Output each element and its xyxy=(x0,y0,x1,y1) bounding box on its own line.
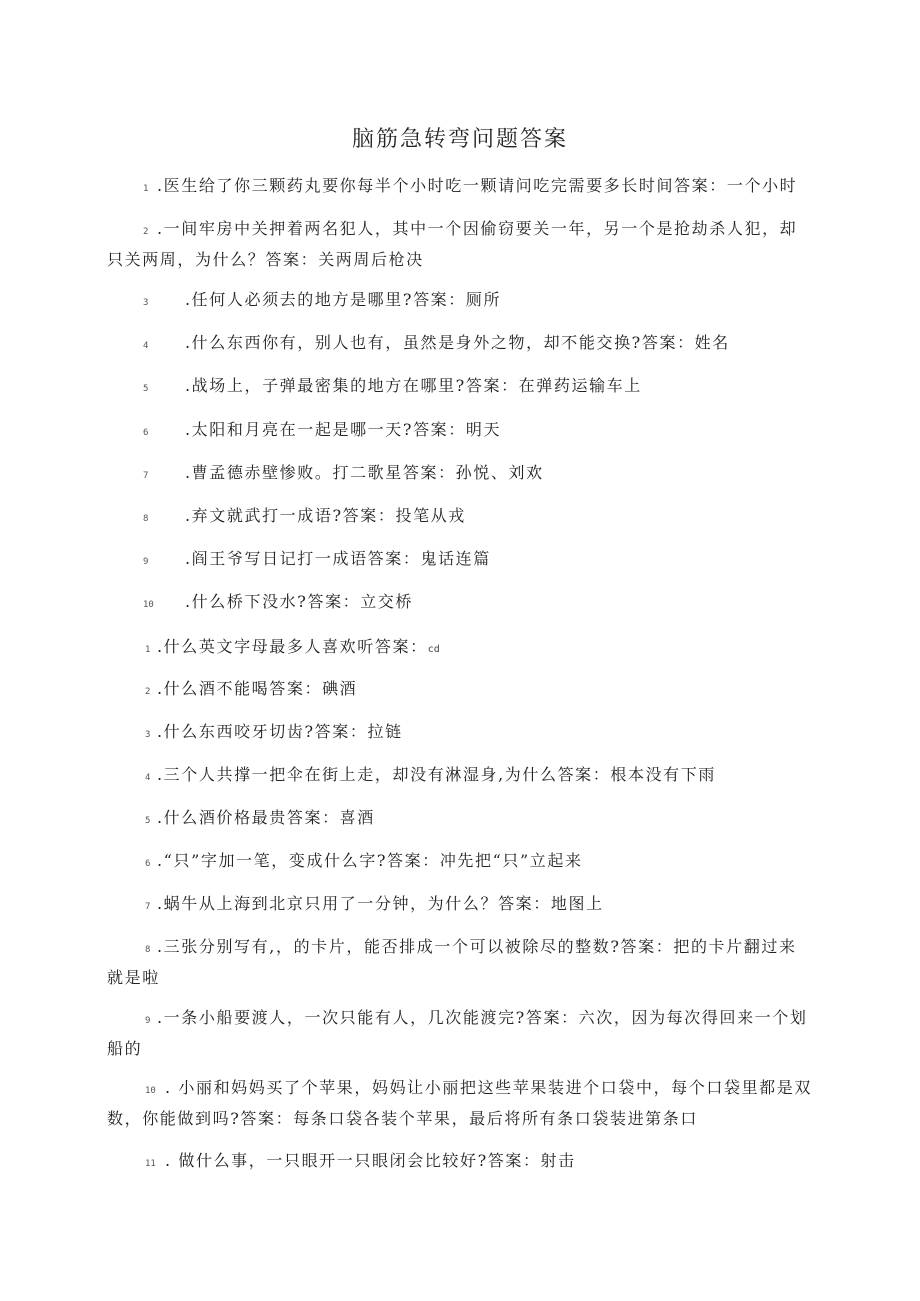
qa-item xyxy=(107,1147,807,1178)
item-text: .“只”字加一笔，变成什么字?答案：冲先把“只”立起来 xyxy=(157,851,583,870)
item-number: 5 xyxy=(143,384,149,394)
item-text: .太阳和月亮在一起是哪一天?答案：明天 xyxy=(185,420,502,439)
item-number: 9 xyxy=(143,557,149,567)
qa-item xyxy=(107,416,807,447)
qa-item xyxy=(107,372,807,403)
qa-item xyxy=(107,545,807,576)
item-number: 10 xyxy=(143,600,154,610)
qa-item xyxy=(107,847,807,878)
item-text: .任何人必须去的地方是哪里?答案：厕所 xyxy=(185,290,502,309)
item-text-continued: 船的 xyxy=(107,1039,143,1058)
item-number: 1 xyxy=(143,184,149,194)
answer-text: cd xyxy=(427,644,440,655)
item-text: .一间牢房中关押着两名犯人，其中一个因偷窃要关一年，另一个是抢劫杀人犯，却 xyxy=(157,219,798,238)
item-number: 1 xyxy=(145,645,151,655)
document-title: 脑筋急转弯问题答案 xyxy=(351,127,568,152)
item-number: 3 xyxy=(145,730,151,740)
item-number: 6 xyxy=(143,428,149,438)
item-number: 5 xyxy=(145,816,151,826)
item-text: .什么酒不能喝答案：碘酒 xyxy=(157,679,358,698)
item-text: .什么酒价格最贵答案：喜酒 xyxy=(157,808,375,827)
qa-item xyxy=(107,215,807,274)
item-text: .什么桥下没水?答案：立交桥 xyxy=(185,592,414,611)
item-number: 4 xyxy=(145,773,151,783)
item-text: .什么东西咬牙切齿?答案：拉链 xyxy=(157,722,403,741)
qa-item xyxy=(107,761,807,792)
item-text: .什么英文字母最多人喜欢听答案： xyxy=(157,637,428,656)
item-text: .三个人共撑一把伞在街上走，却没有淋湿身,为什么答案：根本没有下雨 xyxy=(157,765,716,784)
item-number: 3 xyxy=(143,298,149,308)
item-text: . 小丽和妈妈买了个苹果，妈妈让小丽把这些苹果装进个口袋中，每个口袋里都是双 xyxy=(165,1078,812,1097)
qa-item xyxy=(107,675,807,706)
item-number: 11 xyxy=(145,1159,156,1169)
qa-item xyxy=(107,459,807,490)
item-text: .什么东西你有，别人也有，虽然是身外之物，却不能交换?答案：姓名 xyxy=(185,333,730,352)
qa-item xyxy=(107,633,807,664)
item-text: . 做什么事，一只眼开一只眼闭会比较好?答案：射击 xyxy=(165,1151,576,1170)
qa-item xyxy=(107,890,807,921)
qa-item xyxy=(107,1004,807,1063)
item-text-continued: 数，你能做到吗?答案：每条口袋各装个苹果，最后将所有条口袋装进第条口 xyxy=(107,1109,698,1128)
qa-item xyxy=(107,172,807,203)
item-text: .一条小船要渡人，一次只能有人，几次能渡完?答案：六次，因为每次得回来一个划 xyxy=(157,1008,808,1027)
item-number: 10 xyxy=(145,1086,156,1096)
qa-item xyxy=(107,933,807,992)
item-text: .曹孟德赤壁惨败。打二歌星答案：孙悦、刘欢 xyxy=(185,463,544,482)
item-number: 8 xyxy=(145,945,151,955)
qa-item xyxy=(107,588,807,619)
item-text-continued: 就是啦 xyxy=(107,968,160,987)
item-number: 2 xyxy=(145,687,151,697)
item-number: 2 xyxy=(143,227,149,237)
qa-item xyxy=(107,329,807,360)
qa-item xyxy=(107,804,807,835)
item-number: 9 xyxy=(145,1016,151,1026)
item-number: 7 xyxy=(143,471,149,481)
item-text: .蜗牛从上海到北京只用了一分钟，为什么？答案：地图上 xyxy=(157,894,604,913)
item-number: 6 xyxy=(145,859,151,869)
item-number: 4 xyxy=(143,341,149,351)
item-text: .阎王爷写日记打一成语答案：鬼话连篇 xyxy=(185,549,491,568)
item-text: .三张分别写有,，的卡片，能否排成一个可以被除尽的整数?答案：把的卡片翻过来 xyxy=(157,937,797,956)
item-text-continued: 只关两周，为什么？答案：关两周后枪决 xyxy=(107,250,424,269)
item-number: 8 xyxy=(143,514,149,524)
qa-item xyxy=(107,286,807,317)
item-number: 7 xyxy=(145,902,151,912)
qa-item xyxy=(107,1074,812,1133)
qa-item xyxy=(107,502,807,533)
item-text: .弃文就武打一成语?答案：投笔从戎 xyxy=(185,506,466,525)
qa-item xyxy=(107,718,807,749)
item-text: .战场上，子弹最密集的地方在哪里?答案：在弹药运输车上 xyxy=(185,376,642,395)
item-text: .医生给了你三颗药丸要你每半个小时吃一颗请问吃完需要多长时间答案：一个小时 xyxy=(157,176,798,195)
